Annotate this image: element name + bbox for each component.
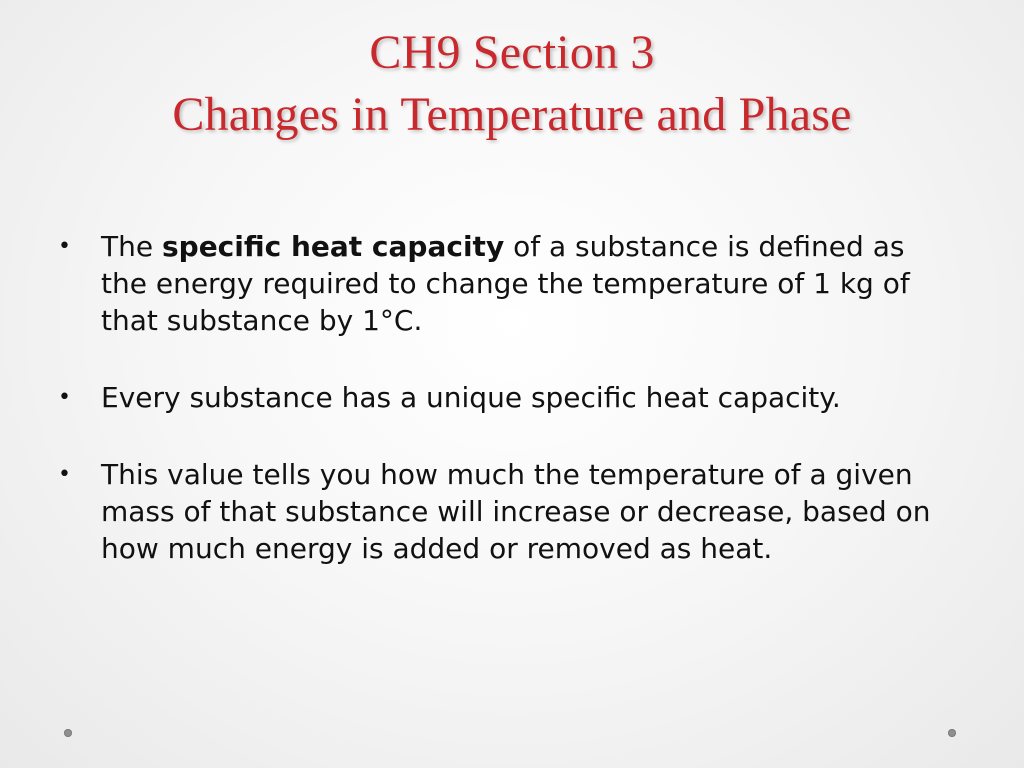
- slide-title-line-1: CH9 Section 3: [369, 26, 655, 79]
- bullet-text: [101, 230, 910, 337]
- bullet-list: [58, 228, 958, 607]
- bullet-item-specific-heat-definition: [58, 228, 958, 339]
- left-corner-dot-icon: [64, 729, 72, 737]
- bullet-text-suffix: of a substance is defined as the energy required to change the temperature of 1 kg of that substance by 1°C.: [101, 230, 910, 337]
- bullet-icon: •: [58, 385, 71, 410]
- right-corner-dot-icon: [948, 729, 956, 737]
- bullet-text: Every substance has a unique specific heat capacity.: [101, 381, 841, 414]
- bullet-item-unique-capacity: [58, 379, 958, 416]
- bullet-text: This value tells you how much the temperature of a given mass of that substance will increase or decrease, based on how much energy is added or removed as heat.: [101, 458, 931, 565]
- slide-title-line-2: Changes in Temperature and Phase: [172, 88, 852, 141]
- slide-title: [0, 22, 1024, 146]
- bullet-icon: •: [58, 234, 71, 259]
- bullet-icon: •: [58, 462, 71, 487]
- specific-heat-capacity-term: specific heat capacity: [161, 230, 505, 263]
- bullet-text-prefix: The: [101, 230, 162, 263]
- bullet-item-temperature-change: [58, 456, 958, 567]
